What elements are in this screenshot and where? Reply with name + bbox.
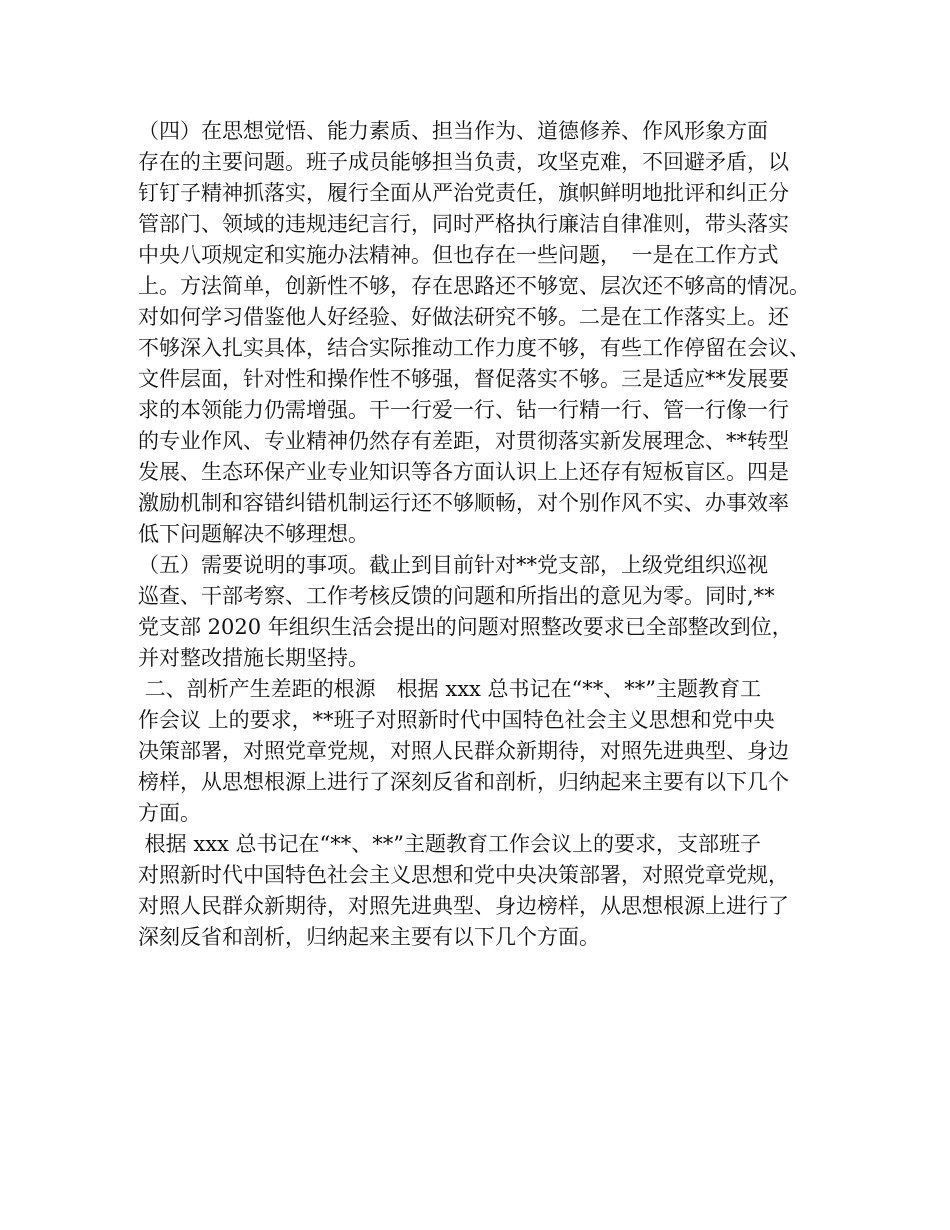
text-line: 中央八项规定和实施办法精神。但也存在一些问题， 一是在工作方式 — [138, 243, 779, 267]
text-line: 巡查、干部考察、工作考核反馈的问题和所指出的意见为零。同时,** — [138, 584, 775, 608]
text-line: 二、剖析产生差距的根源 根据 xxx 总书记在“**、**”主题教育工 — [138, 677, 762, 701]
text-line: 决策部署，对照党章党规，对照人民群众新期待，对照先进典型、身边 — [138, 739, 789, 763]
text-line: 榜样，从思想根源上进行了深刻反省和剖析，归纳起来主要有以下几个 — [138, 770, 789, 794]
text-line: 管部门、领域的违规违纪言行，同时严格执行廉洁自律准则，带头落实 — [138, 212, 789, 236]
text-line: 对照新时代中国特色社会主义思想和党中央决策部署，对照党章党规， — [138, 863, 789, 887]
text-line: 作会议 上的要求，**班子对照新时代中国特色社会主义思想和党中央 — [138, 708, 775, 732]
text-line: （四）在思想觉悟、能力素质、担当作为、道德修养、作风形象方面 — [138, 119, 768, 143]
text-line: 的专业作风、专业精神仍然存有差距，对贯彻落实新发展理念、**转型 — [138, 429, 789, 453]
text-line: 对如何学习借鉴他人好经验、好做法研究不够。二是在工作落实上。还 — [138, 305, 789, 329]
text-line: 钉钉子精神抓落实，履行全面从严治党责任，旗帜鲜明地批评和纠正分 — [138, 181, 789, 205]
document-body — [138, 116, 828, 953]
text-line: 求的本领能力仍需增强。干一行爱一行、钻一行精一行、管一行像一行 — [138, 398, 789, 422]
text-line: 激励机制和容错纠错机制运行还不够顺畅，对个别作风不实、办事效率 — [138, 491, 789, 515]
text-line: （五）需要说明的事项。截止到目前针对**党支部，上级党组织巡视 — [138, 553, 768, 577]
text-line: 根据 xxx 总书记在“**、**”主题教育工作会议上的要求，支部班子 — [138, 832, 762, 856]
text-line: 不够深入扎实具体，结合实际推动工作力度不够，有些工作停留在会议、 — [138, 336, 810, 360]
text-line: 党支部 2020 年组织生活会提出的问题对照整改要求已全部整改到位， — [138, 615, 793, 639]
text-line: 低下问题解决不够理想。 — [138, 522, 369, 546]
text-line: 并对整改措施长期坚持。 — [138, 646, 369, 670]
text-line: 发展、生态环保产业专业知识等各方面认识上上还存有短板盲区。四是 — [138, 460, 789, 484]
text-line: 存在的主要问题。班子成员能够担当负责，攻坚克难，不回避矛盾，以 — [138, 150, 789, 174]
text-line: 对照人民群众新期待，对照先进典型、身边榜样，从思想根源上进行了 — [138, 894, 789, 918]
text-line: 上。方法简单，创新性不够，存在思路还不够宽、层次还不够高的情况。 — [138, 274, 810, 298]
text-line: 文件层面，针对性和操作性不够强，督促落实不够。三是适应**发展要 — [138, 367, 789, 391]
text-line: 方面。 — [138, 801, 201, 825]
text-line: 深刻反省和剖析，归纳起来主要有以下几个方面。 — [138, 925, 600, 949]
